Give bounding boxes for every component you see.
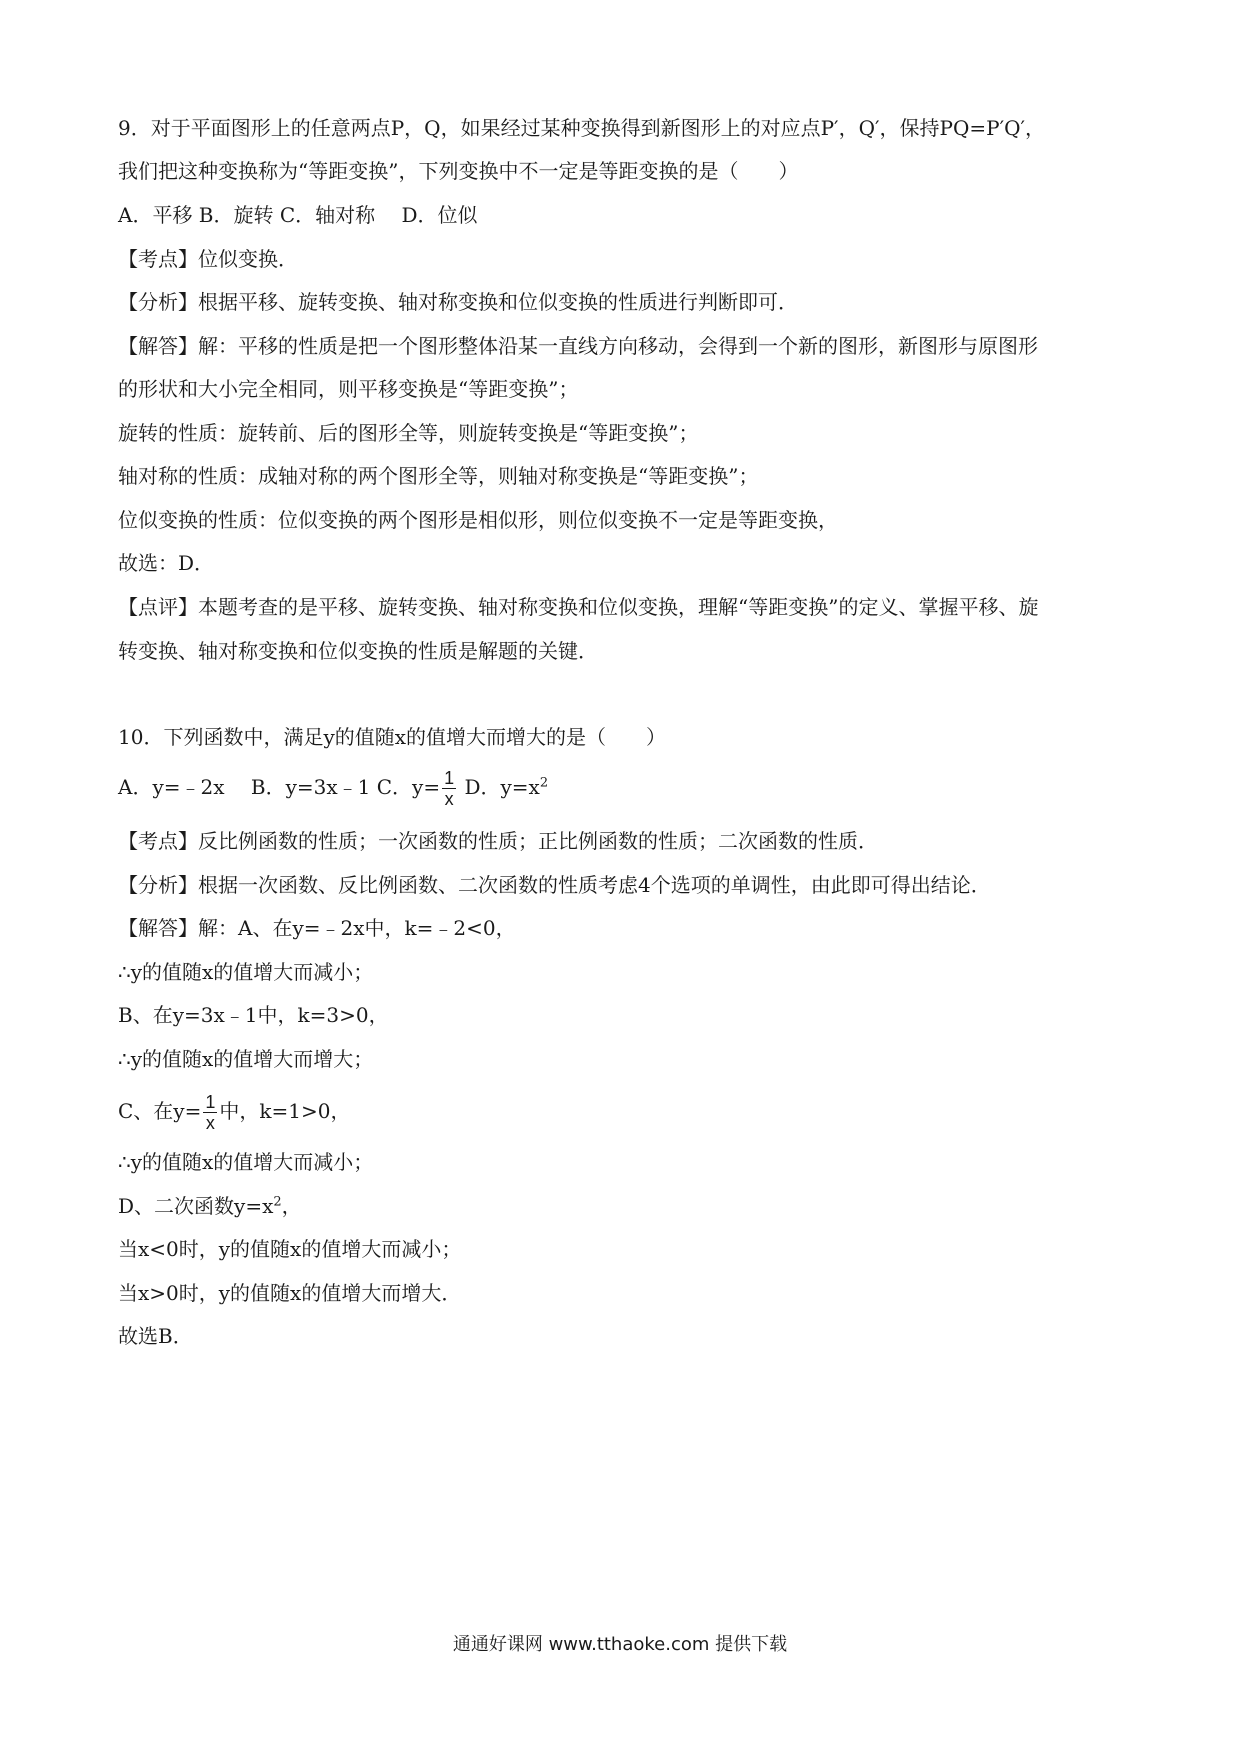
q10-d-conclusion-2: 当x>0时，y的值随x的值增大而增大． [118, 1281, 462, 1305]
q9-jieda-line-5: 位似变换的性质：位似变换的两个图形是相似形，则位似变换不一定是等距变换， [118, 508, 838, 532]
q10-kaodian: 【考点】反比例函数的性质；一次函数的性质；正比例函数的性质；二次函数的性质． [118, 829, 878, 853]
q10-d-line [118, 1191, 1130, 1221]
q10-c-suffix: 中，k=1>0， [219, 1099, 351, 1123]
q9-options: A．平移 B．旋转 C．轴对称 D．位似 [118, 203, 478, 227]
q10-option-a: A．y=﹣2x [118, 775, 225, 799]
q9-jieda-line-4: 轴对称的性质：成轴对称的两个图形全等，则轴对称变换是“等距变换”； [118, 464, 759, 488]
exponent-2: 2 [273, 1194, 282, 1210]
q10-c-line [118, 1092, 1130, 1133]
q9-jieda-line-3: 旋转的性质：旋转前、后的图形全等，则旋转变换是“等距变换”； [118, 421, 699, 445]
q10-jieda-a: 【解答】解：A、在y=﹣2x中，k=﹣2<0， [118, 916, 516, 940]
q10-option-c-fraction [442, 768, 456, 809]
exponent-2: 2 [539, 775, 549, 791]
q10-option-b: B．y=3x﹣1 [250, 775, 371, 799]
q9-dianping-line-2: 转变换、轴对称变换和位似变换的性质是解题的关键． [118, 639, 598, 663]
q10-c-conclusion: ∴y的值随x的值增大而减小； [118, 1150, 374, 1174]
q9-fenxi: 【分析】根据平移、旋转变换、轴对称变换和位似变换的性质进行判断即可． [118, 290, 798, 314]
q10-b-conclusion: ∴y的值随x的值增大而增大； [118, 1047, 374, 1071]
q10-option-d: D．y=x [464, 775, 540, 799]
q9-kaodian: 【考点】位似变换． [118, 247, 298, 271]
q9-stem-line-1: 9．对于平面图形上的任意两点P，Q，如果经过某种变换得到新图形上的对应点P′，Q′，保持PQ=P′Q′， [118, 116, 1046, 140]
q9-answer: 故选：D． [118, 551, 215, 575]
q9-jieda-line-1: 【解答】解：平移的性质是把一个图形整体沿某一直线方向移动，会得到一个新的图形，新图形与原图形 [118, 334, 1038, 358]
q10-answer: 故选B． [118, 1324, 193, 1348]
q10-c-fraction [203, 1092, 217, 1133]
q10-option-c-prefix: C．y= [376, 775, 441, 799]
page-footer: 通通好课网 www.tthaoke.com 提供下载 [452, 1634, 788, 1655]
q10-d-text: D、二次函数y=x [118, 1194, 274, 1218]
q10-d-comma: ， [281, 1194, 302, 1218]
q9-stem-line-2: 我们把这种变换称为“等距变换”，下列变换中不一定是等距变换的是（ ） [118, 159, 799, 183]
q10-fenxi: 【分析】根据一次函数、反比例函数、二次函数的性质考虑4个选项的单调性，由此即可得出结论． [118, 873, 991, 897]
q10-d-conclusion-1: 当x<0时，y的值随x的值增大而减小； [118, 1237, 462, 1261]
fraction-denominator: x [205, 1113, 215, 1133]
q10-c-prefix: C、在y= [118, 1099, 202, 1123]
fraction-numerator: 1 [205, 1092, 216, 1112]
fraction-denominator: x [444, 789, 454, 809]
q10-a-conclusion: ∴y的值随x的值增大而减小； [118, 960, 374, 984]
fraction-numerator: 1 [444, 768, 455, 788]
q9-dianping-line-1: 【点评】本题考查的是平移、旋转变换、轴对称变换和位似变换，理解“等距变换”的定义、掌握平移、旋 [118, 595, 1039, 619]
q9-jieda-line-2: 的形状和大小完全相同，则平移变换是“等距变换”； [118, 377, 579, 401]
q10-b-line: B、在y=3x﹣1中，k=3>0， [118, 1003, 389, 1027]
q10-stem: 10．下列函数中，满足y的值随x的值增大而增大的是（ ） [118, 725, 667, 749]
q10-options [118, 768, 1130, 809]
